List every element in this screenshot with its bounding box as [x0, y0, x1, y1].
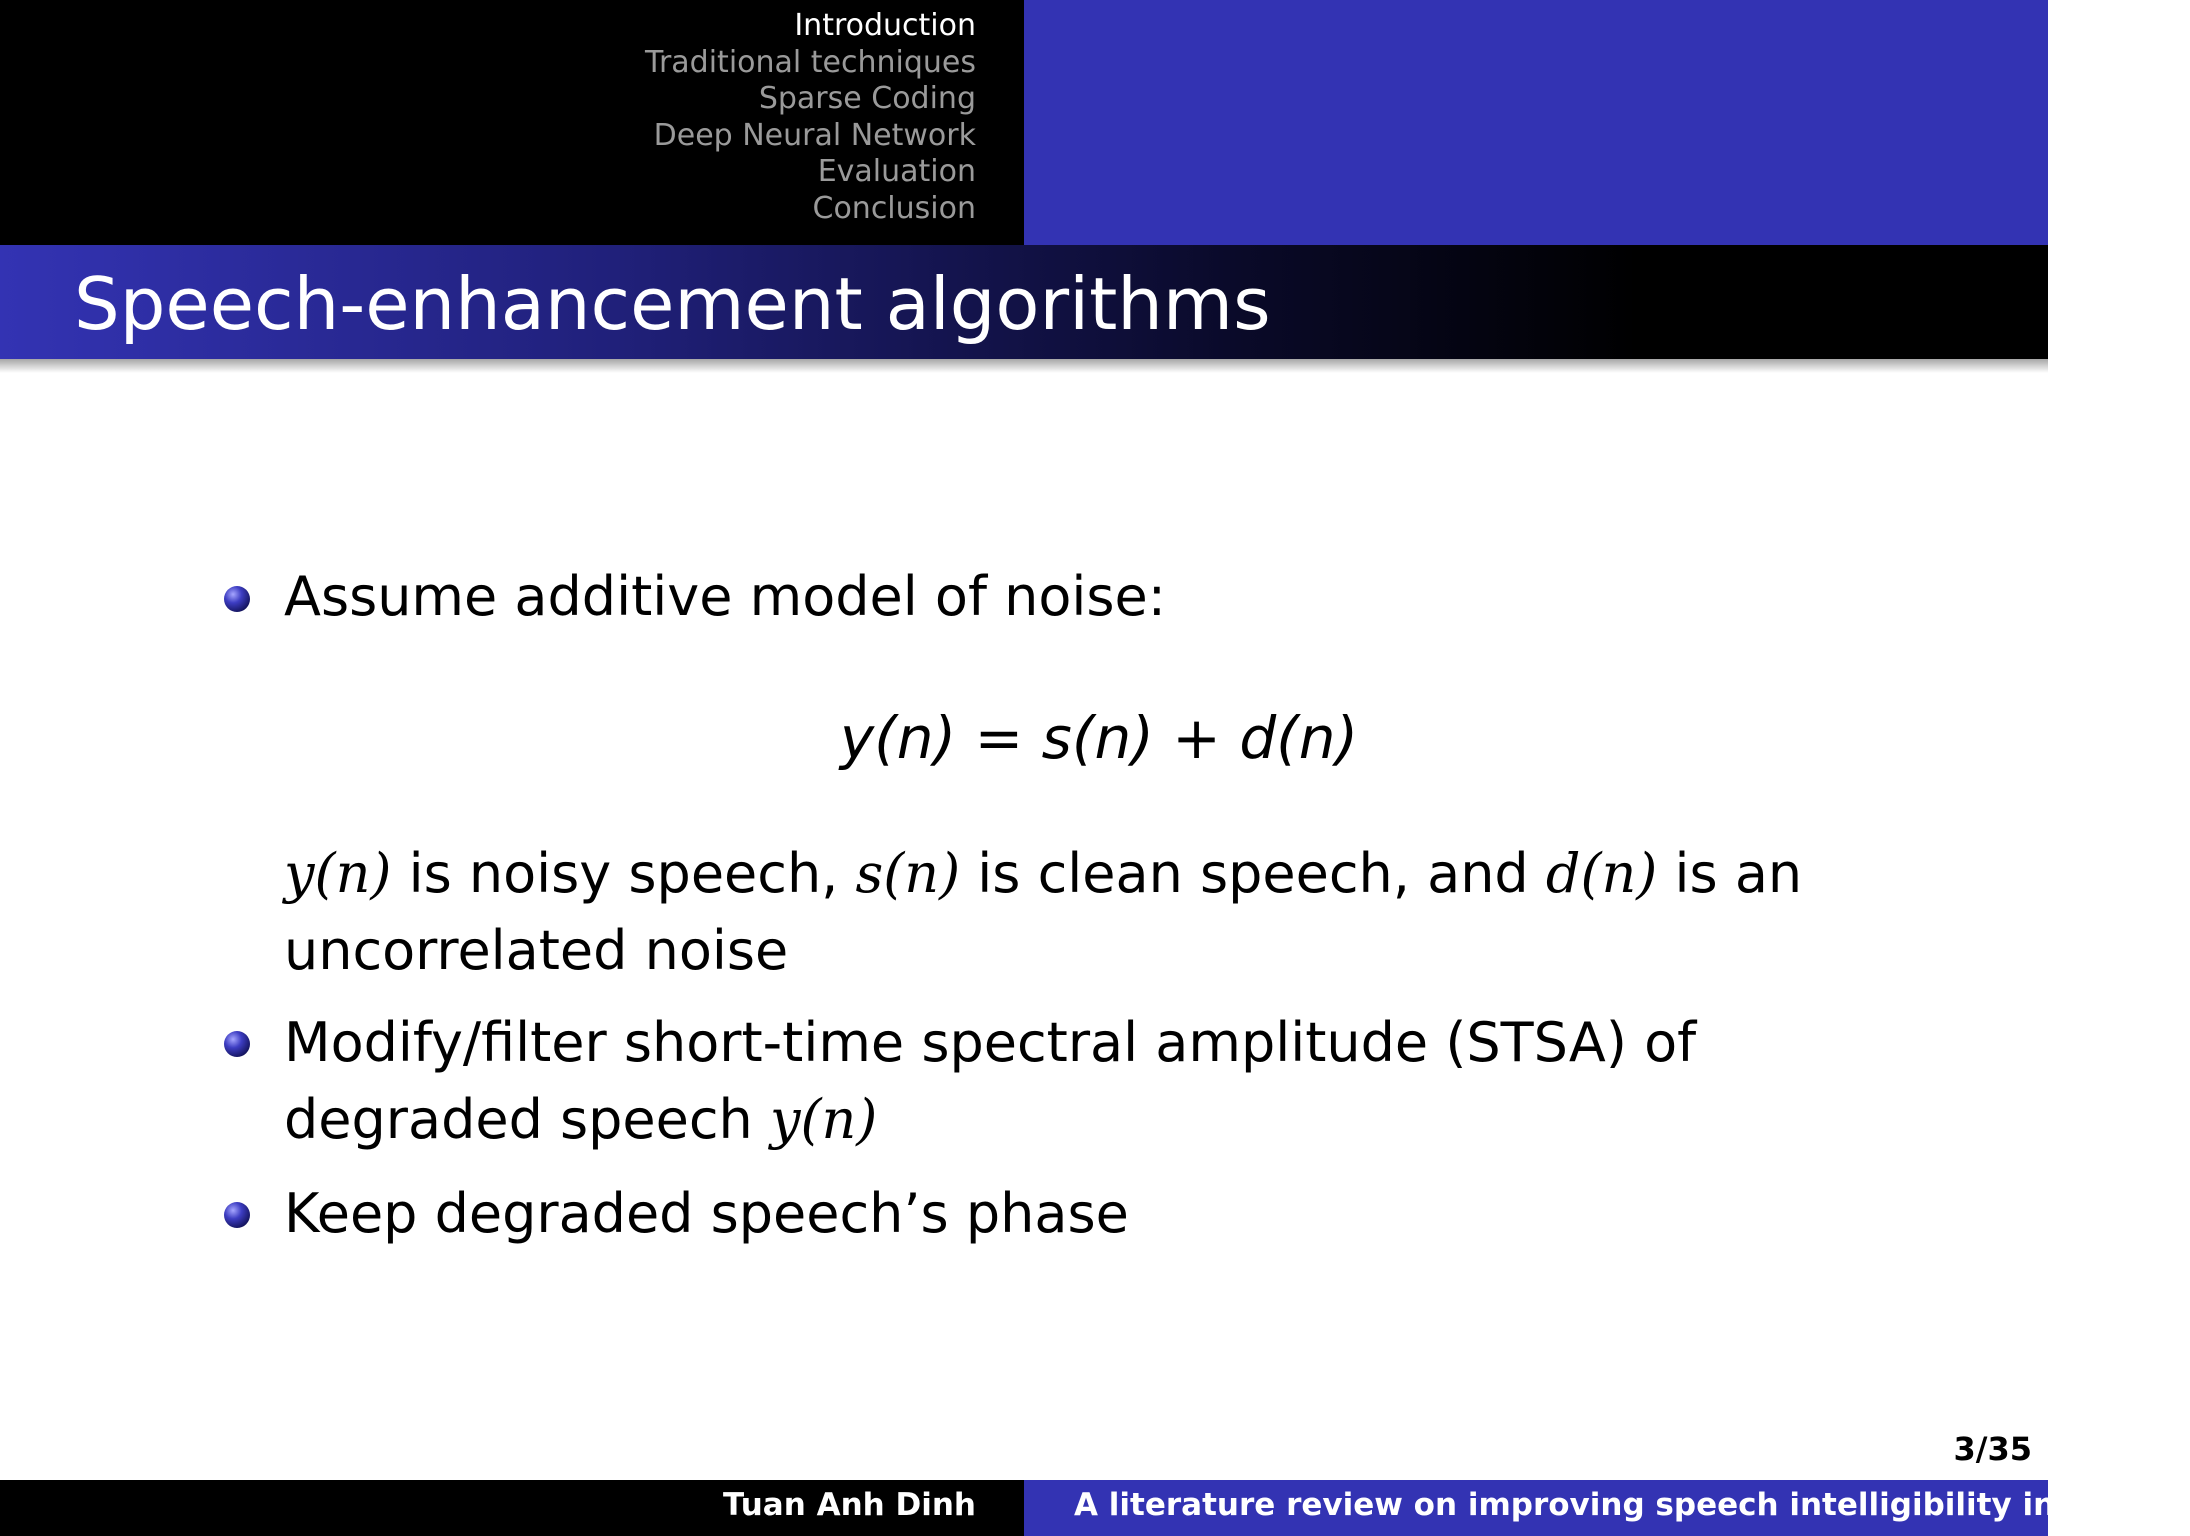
header-nav-right: [1024, 0, 2048, 245]
bullet-marker-2: [224, 1031, 250, 1057]
nav-section-sparse-coding[interactable]: Sparse Coding: [758, 81, 976, 117]
footer-left: [0, 1480, 1024, 1536]
nav-section-introduction[interactable]: Introduction: [794, 8, 976, 43]
header-nav-left: [0, 0, 1024, 245]
math-y-n-degraded: y(n): [769, 1088, 878, 1151]
definition-line-1: [284, 835, 1802, 912]
definition-line-2: uncorrelated noise: [284, 919, 789, 982]
nav-section-evaluation[interactable]: Evaluation: [817, 154, 976, 190]
bullet-marker-1: [224, 586, 250, 612]
equation-additive-noise: y(n) = s(n) + d(n): [839, 704, 1359, 772]
bullet-2-line-1: Modify/filter short-time spectral amplitude (STSA) of: [284, 1011, 1697, 1074]
page-number: 3/35: [1953, 1430, 2032, 1468]
bullet-1-text: Assume additive model of noise:: [284, 565, 1166, 628]
bullet-3-text: Keep degraded speech’s phase: [284, 1182, 1129, 1245]
nav-section-deep-neural-network[interactable]: Deep Neural Network: [653, 117, 976, 153]
definition-text-1: is noisy speech,: [391, 842, 856, 905]
bullet-marker-3: [224, 1202, 250, 1228]
math-y-n: y(n): [284, 842, 392, 905]
math-d-n: d(n): [1545, 842, 1658, 905]
section-navigation: [24, 8, 1024, 228]
footer-author: Tuan Anh Dinh: [722, 1487, 976, 1523]
frame-title: Speech-enhancement algorithms: [74, 262, 1271, 346]
bullet-2-line-2-text: degraded speech: [284, 1088, 770, 1151]
definition-text-2: is clean speech, and: [960, 842, 1546, 905]
nav-section-conclusion[interactable]: Conclusion: [812, 190, 976, 226]
definition-text-3: is an: [1657, 842, 1803, 905]
footer-right: [1024, 1480, 2190, 1536]
title-bar-shadow: [0, 359, 2048, 373]
math-s-n: s(n): [855, 842, 961, 905]
bullet-2-line-2: [284, 1081, 877, 1158]
footer-talk-title: A literature review on improving speech intelligibility in noisy e: [1074, 1487, 2190, 1523]
nav-section-traditional-techniques[interactable]: Traditional techniques: [645, 44, 976, 80]
